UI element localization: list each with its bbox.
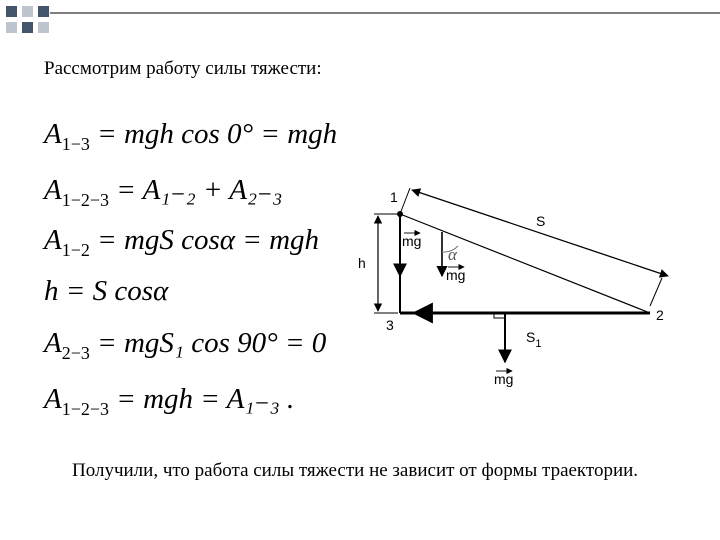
formula-lhs: A: [44, 327, 62, 359]
formula-lhs: A: [44, 118, 62, 150]
formula-3: [44, 224, 319, 261]
formula-subscript: 1−2: [61, 240, 90, 260]
s-extension-line: [650, 278, 662, 306]
alpha-label: α: [448, 245, 457, 264]
slide-decoration: [0, 0, 720, 40]
formula-4: [44, 275, 168, 312]
h-label: h: [358, 255, 366, 271]
s-extension-line: [400, 188, 410, 214]
formula-5: [44, 327, 326, 364]
formula-rhs: = A₁₋₂ + A₂₋₃: [116, 174, 283, 206]
formula-rhs: = mgS₁ cos 90° = 0: [97, 327, 327, 359]
point-1-label: 1: [390, 189, 398, 205]
formula-subscript: 2−3: [61, 343, 90, 363]
mg-label-base: mg: [494, 371, 514, 387]
formula-subscript: 1−2−3: [61, 190, 110, 210]
decor-square: [22, 22, 33, 33]
s1-letter: S: [526, 329, 536, 345]
decor-square: [6, 6, 17, 17]
decor-square: [6, 22, 17, 33]
formula-lhs: A: [44, 383, 62, 415]
mg-label-incline: mg: [446, 267, 466, 283]
s-label: S: [536, 213, 546, 229]
formula-lhs: h: [44, 275, 59, 307]
conclusion-text: Получили, что работа силы тяжести не зависит от формы траектории.: [72, 460, 639, 481]
decor-square: [22, 6, 33, 17]
formula-1: [44, 118, 337, 155]
point-2-label: 2: [656, 307, 664, 323]
formula-2: [44, 172, 283, 211]
formula-rhs: = mgh = A₁₋₃ .: [116, 383, 295, 415]
formula-lhs: A: [44, 224, 62, 256]
mg-label-vertical: mg: [402, 233, 422, 249]
formula-lhs: A: [44, 174, 62, 206]
point-3-label: 3: [386, 317, 394, 333]
s1-label: [526, 329, 541, 350]
s1-subscript: 1: [535, 338, 542, 350]
point-1-dot: [397, 211, 403, 217]
work-diagram: [350, 178, 690, 398]
formula-rhs: = S cosα: [65, 275, 169, 307]
slide-heading: Рассмотрим работу силы тяжести:: [44, 58, 322, 79]
formula-rhs: = mgh cos 0° = mgh: [97, 118, 338, 150]
decor-square: [38, 6, 49, 17]
formula-rhs: = mgS cosα = mgh: [97, 224, 320, 256]
decor-square: [38, 22, 49, 33]
formula-subscript: 1−3: [61, 134, 90, 154]
formula-6: [44, 381, 294, 420]
incline-line: [400, 214, 650, 313]
formula-subscript: 1−2−3: [61, 399, 110, 419]
